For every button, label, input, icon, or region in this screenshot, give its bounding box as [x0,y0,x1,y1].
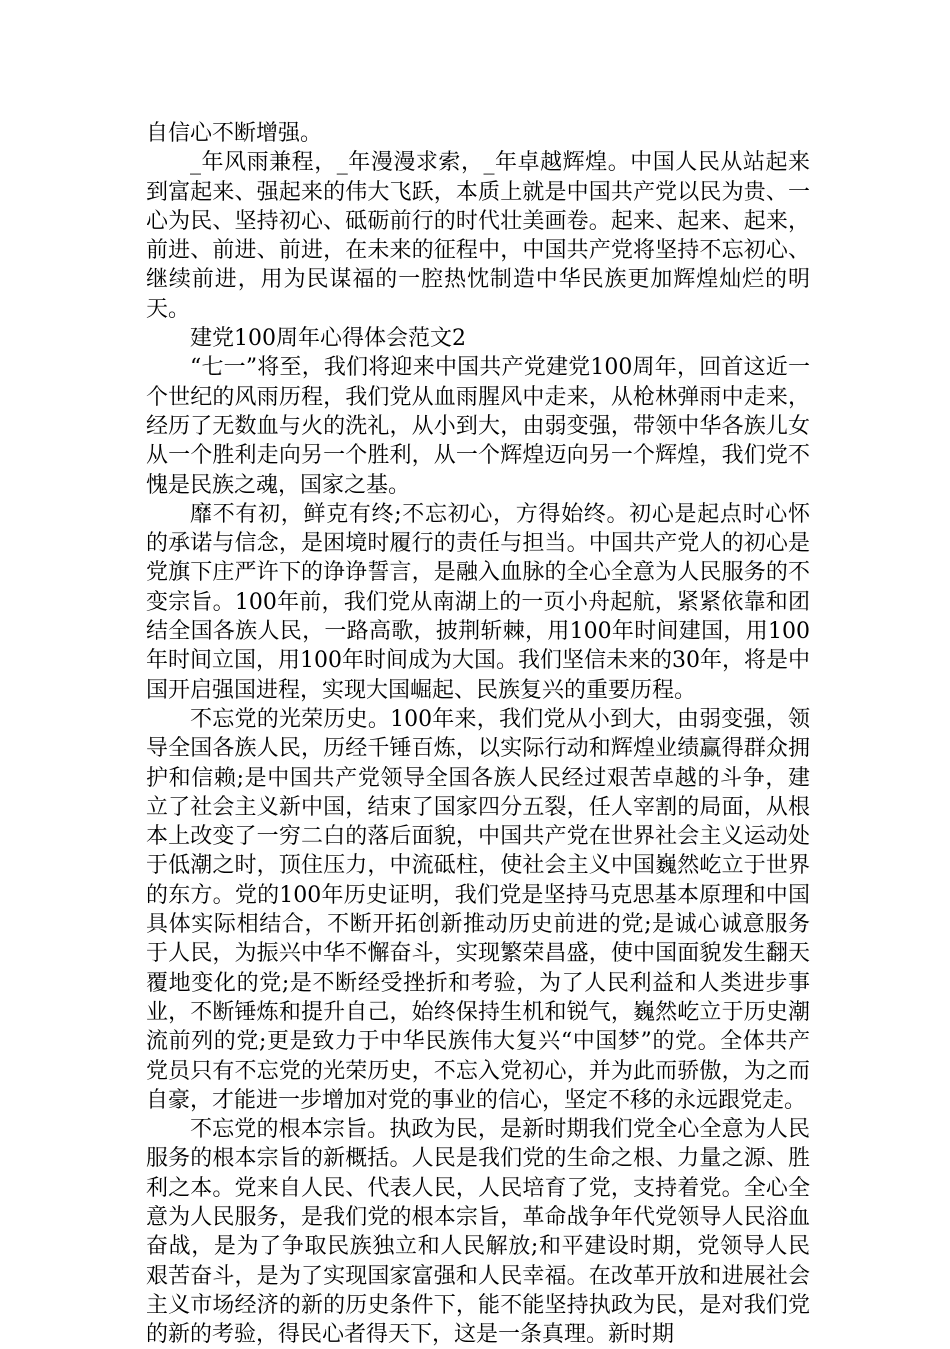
paragraph-glorious-history: 不忘党的光荣历史。100年来，我们党从小到大，由弱变强，领导全国各族人民，历经千锤百炼，以实际行动和辉煌业绩赢得群众拥护和信赖;是中国共产党领导全国各族人民经过艰苦卓越的斗争，建立了社会主义新中国，结束了国家四分五裂，任人宰割的局面，从根本上改变了一穷二白的落后面貌，中国共产党在世界社会主义运动处于低潮之时，顶住压力，中流砥柱，使社会主义中国巍然屹立于世界的东方。党的100年历史证明，我们党是坚持马克思基本原理和中国具体实际相结合，不断开拓创新推动历史前进的党;是诚心诚意服务于人民，为振兴中华不懈奋斗，实现繁荣昌盛，使中国面貌发生翻天覆地变化的党;是不断经受挫折和考验，为了人民利益和人类进步事业，不断锤炼和提升自己，始终保持生机和锐气，巍然屹立于历史潮流前列的党;更是致力于中华民族伟大复兴“中国梦”的党。全体共产党员只有不忘党的光荣历史，不忘入党初心，并为此而骄傲，为之而自豪，才能进一步增加对党的事业的信心，坚定不移的永远跟党走。 [146,706,810,1113]
paragraph-hundred-years: _年风雨兼程，_年漫漫求索，_年卓越辉煌。中国人民从站起来到富起来、强起来的伟大飞跃，本质上就是中国共产党以民为贵、一心为民、坚持初心、砥砺前行的时代壮美画卷。起来、起来、起来，前进、前进、前进，在未来的征程中，中国共产党将坚持不忘初心、继续前进，用为民谋福的一腔热忱制造中华民族更加辉煌灿烂的明天。 [146,150,810,322]
section-heading: 建党100周年心得体会范文2 [190,326,466,352]
paragraph-fundamental-purpose: 不忘党的根本宗旨。执政为民，是新时期我们党全心全意为人民服务的根本宗旨的新概括。人民是我们党的生命之根、力量之源、胜利之本。党来自人民、代表人民，人民培育了党，支持着党。全心全意为人民服务，是我们党的根本宗旨，革命战争年代党领导人民浴血奋战，是为了争取民族独立和人民解放;和平建设时期，党领导人民艰苦奋斗，是为了实现国家富强和人民幸福。在改革开放和进展社会主义市场经济的新的历史条件下，能不能坚持执政为民，是对我们党的新的考验，得民心者得天下，这是一条真理。新时期 [146,1117,810,1348]
paragraph-original-aspiration: 靡不有初，鲜克有终;不忘初心，方得始终。初心是起点时心怀的承诺与信念，是困境时履行的责任与担当。中国共产党人的初心是党旗下庄严许下的诤诤誓言，是融入血脉的全心全意为人民服务的不变宗旨。100年前，我们党从南湖上的一页小舟起航，紧紧依靠和团结全国各族人民，一路高歌，披荆斩棘，用100年时间建国，用100年时间立国，用100年时间成为大国。我们坚信未来的30年，将是中国开启强国进程，实现大国崛起、民族复兴的重要历程。 [146,501,810,703]
paragraph-continuation: 自信心不断增强。 [146,121,323,146]
paragraph-july-first: “七一”将至，我们将迎来中国共产党建党100周年，回首这近一个世纪的风雨历程，我们党从血雨腥风中走来，从枪林弹雨中走来，经历了无数血与火的洗礼，从小到大，由弱变强，带领中华各族儿女从一个胜利走向另一个胜利，从一个辉煌迈向另一个辉煌，我们党不愧是民族之魂，国家之基。 [146,355,810,498]
document-body [146,119,810,1349]
